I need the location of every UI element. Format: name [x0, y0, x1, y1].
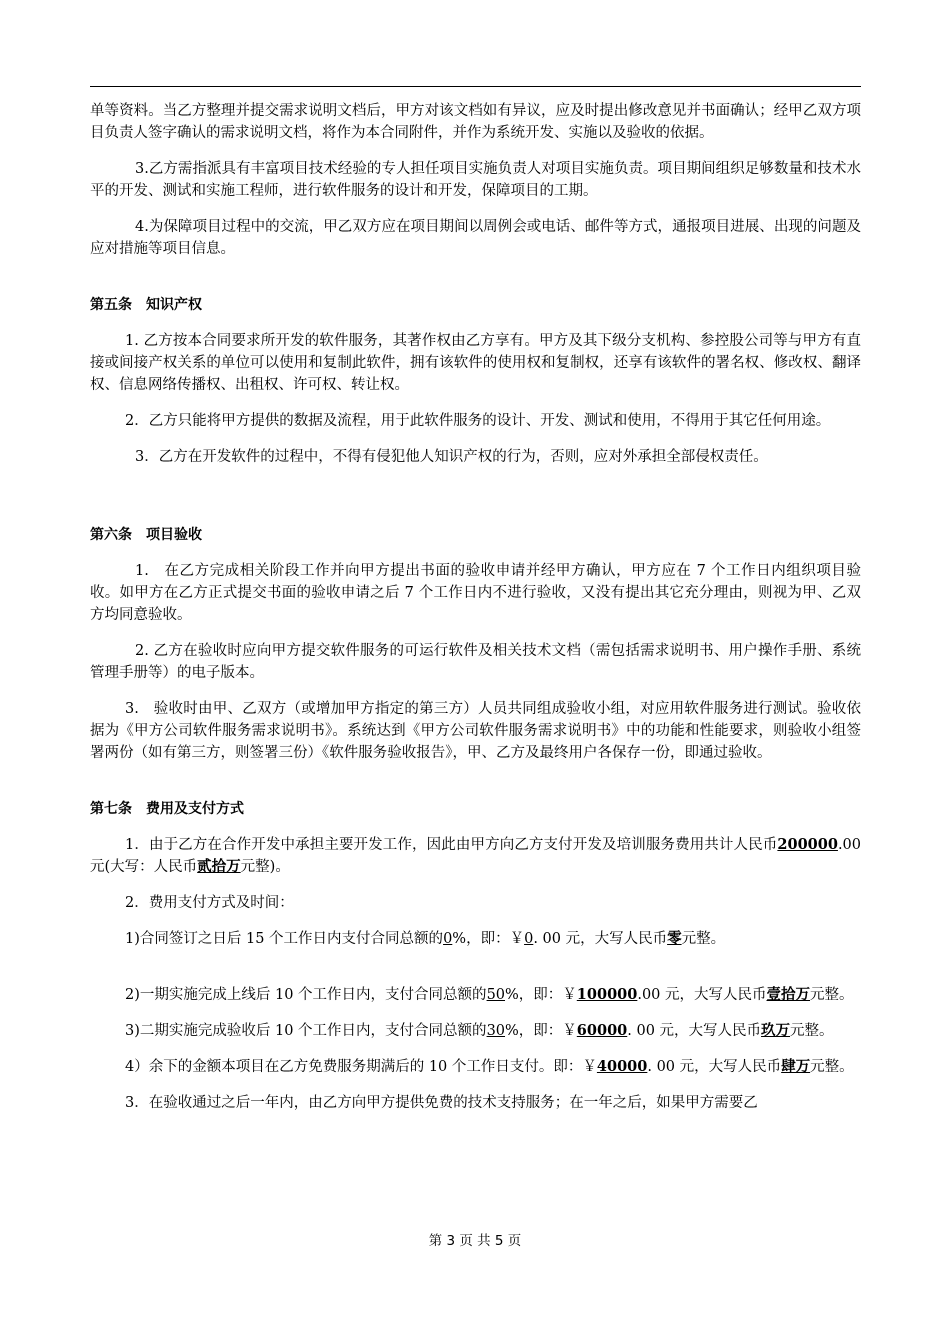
section-7-title: 第七条 费用及支付方式 — [90, 801, 244, 817]
section-5-title: 第五条 知识产权 — [90, 297, 202, 313]
payment-3-chinese: 玖万 — [761, 1022, 791, 1039]
section-7-clause-1 — [90, 834, 861, 878]
clause-text: 1)合同签订之日后 15 个工作日内支付合同总额的 — [125, 931, 444, 947]
section-6-clause-2: 2. 乙方在验收时应向甲方提交软件服务的可运行软件及相关技术文档（需包括需求说明书、用户操作手册、系统管理手册等）的电子版本。 — [90, 643, 861, 681]
payment-2-chinese: 壹拾万 — [766, 986, 811, 1003]
payment-item-1 — [90, 928, 861, 950]
payment-3-percent: 30 — [486, 1023, 506, 1039]
section-5-clause-2: 2．乙方只能将甲方提供的数据及流程，用于此软件服务的设计、开发、测试和使用，不得用于其它任何用途。 — [125, 413, 831, 429]
payment-2-amount: 100000 — [576, 986, 638, 1003]
clause-text: 元整。 — [810, 1059, 854, 1075]
header-rule — [90, 86, 861, 87]
clause-text: %，即：￥ — [505, 987, 577, 1003]
paragraph-communication: 4.为保障项目过程中的交流，甲乙双方应在项目期间以周例会或电话、邮件等方式，通报项目进展、出现的问题及应对措施等项目信息。 — [90, 219, 861, 257]
total-amount: 200000 — [777, 836, 838, 853]
payment-2-percent: 50 — [486, 987, 506, 1003]
payment-item-3 — [90, 1020, 861, 1042]
total-amount-chinese: 贰拾万 — [197, 858, 241, 875]
payment-4-amount: 40000 — [596, 1058, 648, 1075]
section-7-clause-2: 2．费用支付方式及时间： — [125, 895, 294, 911]
clause-text: 元整。 — [681, 931, 726, 947]
payment-3-amount: 60000 — [576, 1022, 628, 1039]
clause-text: .00 元(大写：人民币 — [90, 837, 861, 875]
page-footer: 第 3 页 共 5 页 — [428, 1233, 522, 1249]
section-6-clause-3: 3. 验收时由甲、乙双方（或增加甲方指定的第三方）人员共同组成验收小组，对应用软件服务进行测试。验收依据为《甲方公司软件服务需求说明书》。系统达到《甲方公司软件服务需求说明书》中的功能和性能要求，则验收小组签署两份（如有第三方，则签署三份）《软件服务验收报告》，甲、乙方及最终用户各保存一份，即通过验收。 — [90, 701, 861, 761]
clause-text: 1．由于乙方在合作开发中承担主要开发工作，因此由甲方向乙方支付开发及培训服务费用共计人民币 — [125, 837, 778, 853]
payment-item-4 — [90, 1056, 861, 1078]
clause-text: 元整)。 — [240, 859, 290, 875]
payment-1-chinese: 零 — [667, 930, 682, 947]
clause-text: . 00 元，大写人民币 — [647, 1059, 782, 1075]
clause-text: 4）余下的金额本项目在乙方免费服务期满后的 10 个工作日支付。即：￥ — [125, 1059, 597, 1075]
clause-text: 2)一期实施完成上线后 10 个工作日内，支付合同总额的 — [125, 987, 487, 1003]
clause-text: %，即：￥ — [505, 1023, 577, 1039]
section-7-clause-3: 3．在验收通过之后一年内，由乙方向甲方提供免费的技术支持服务；在一年之后，如果甲方需要乙 — [125, 1095, 758, 1111]
clause-text: 3)二期实施完成验收后 10 个工作日内，支付合同总额的 — [125, 1023, 487, 1039]
clause-text: . 00 元，大写人民币 — [627, 1023, 762, 1039]
section-6-title: 第六条 项目验收 — [90, 527, 202, 543]
section-6-clause-1: 1. 在乙方完成相关阶段工作并向甲方提出书面的验收申请并经甲方确认，甲方应在 7 个工作日内组织项目验收。如甲方在乙方正式提交书面的验收申请之后 7 个工作日内不进行验收，又没有提出其它充分理由，则视为甲、乙双方均同意验收。 — [90, 563, 861, 623]
clause-text: %，即：￥ — [452, 931, 525, 947]
clause-text: .00 元，大写人民币 — [637, 987, 767, 1003]
payment-1-percent: 0 — [443, 931, 453, 947]
section-5-clause-1: 1. 乙方按本合同要求所开发的软件服务，其著作权由乙方享有。甲方及其下级分支机构、参控股公司等与甲方有直接或间接产权关系的单位可以使用和复制此软件，拥有该软件的使用权和复制权，还享有该软件的署名权、修改权、翻译权、信息网络传播权、出租权、许可权、转让权。 — [90, 333, 861, 393]
document-body — [90, 100, 861, 1128]
clause-text: . 00 元，大写人民币 — [533, 931, 668, 947]
section-5-clause-3: 3．乙方在开发软件的过程中，不得有侵犯他人知识产权的行为，否则，应对外承担全部侵权责任。 — [135, 449, 768, 465]
clause-text: 元整。 — [810, 987, 854, 1003]
clause-text: 元整。 — [790, 1023, 834, 1039]
payment-item-2 — [90, 984, 861, 1006]
payment-1-amount: 0 — [524, 931, 534, 947]
paragraph-requirements: 单等资料。当乙方整理并提交需求说明文档后，甲方对该文档如有异议，应及时提出修改意见并书面确认；经甲乙双方项目负责人签字确认的需求说明文档，将作为本合同附件，并作为系统开发、实施以及验收的依据。 — [90, 103, 861, 141]
payment-4-chinese: 肆万 — [781, 1058, 811, 1075]
paragraph-project-lead: 3.乙方需指派具有丰富项目技术经验的专人担任项目实施负责人对项目实施负责。项目期间组织足够数量和技术水平的开发、测试和实施工程师，进行软件服务的设计和开发，保障项目的工期。 — [90, 161, 861, 199]
